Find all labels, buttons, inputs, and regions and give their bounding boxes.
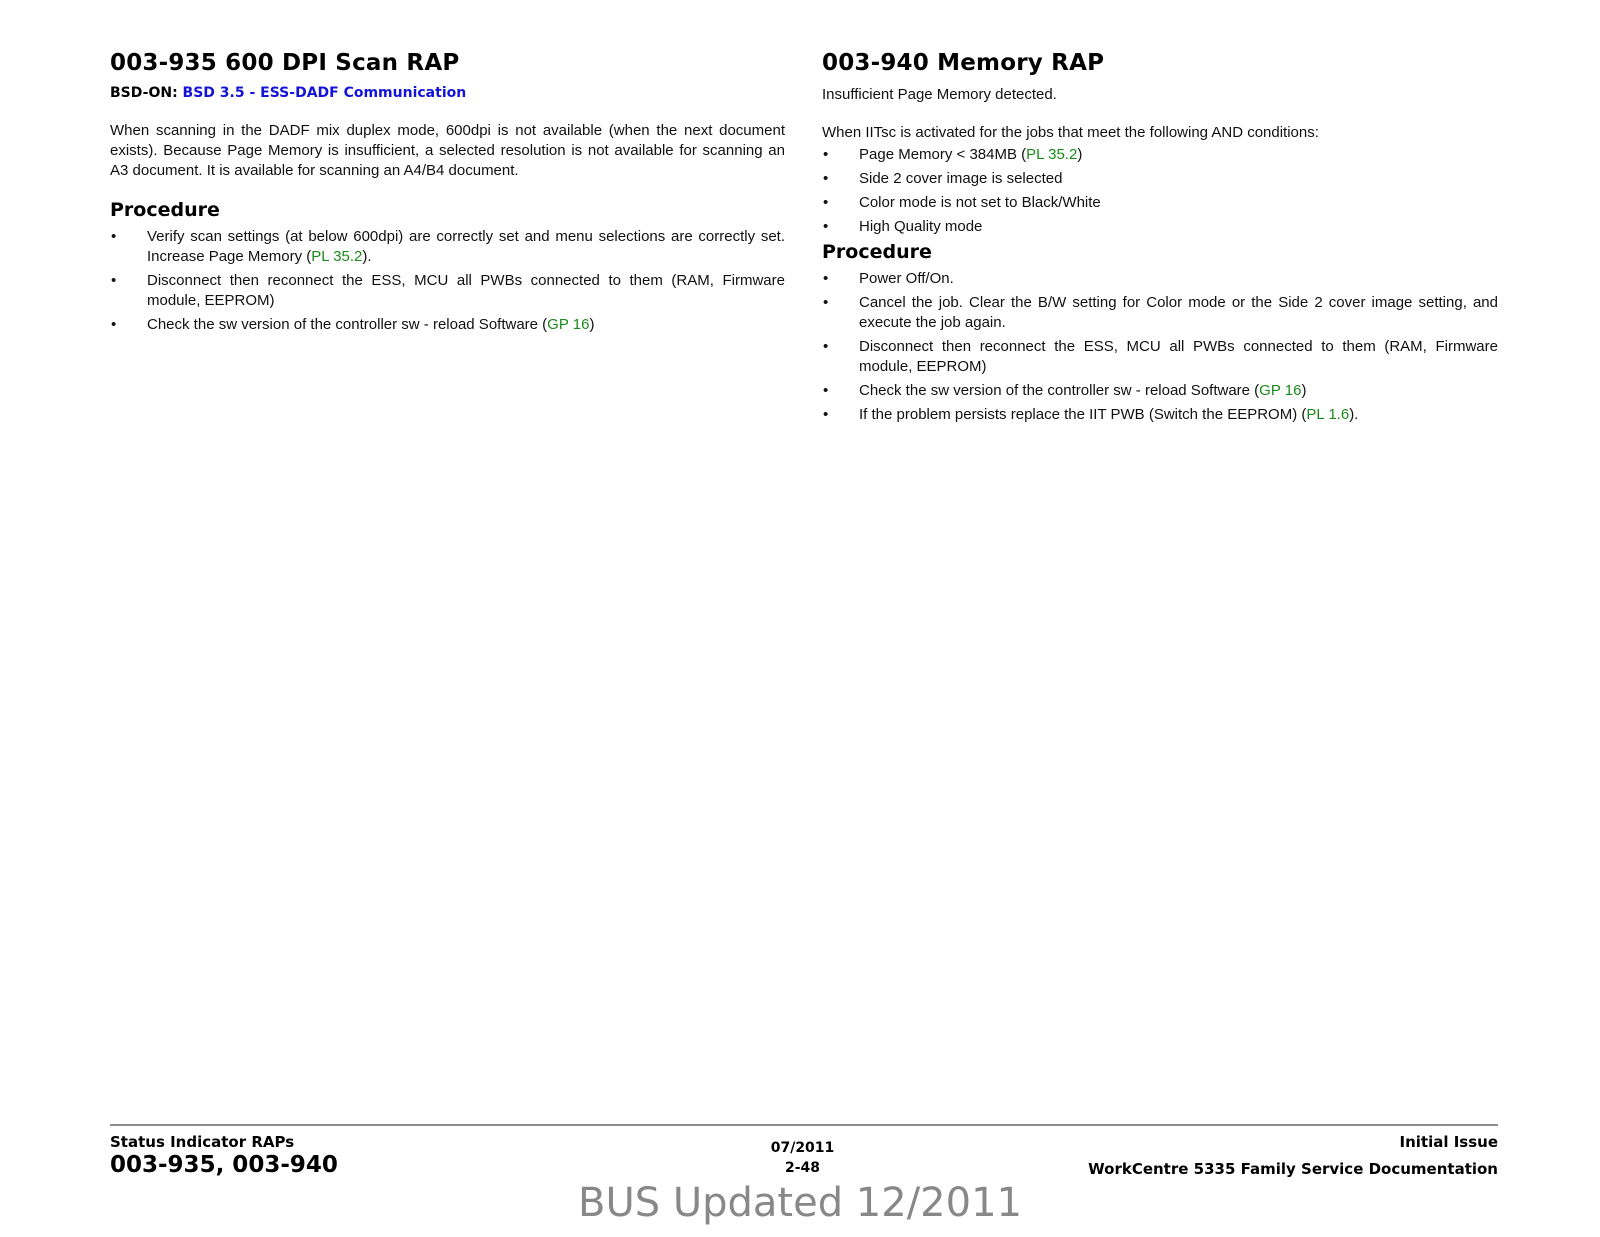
- conditions-lead: When IITsc is activated for the jobs that meet the following AND conditions:: [822, 124, 1319, 141]
- left-column: [110, 50, 785, 339]
- step-text: Check the sw version of the controller sw - reload Software (: [859, 382, 1260, 399]
- ref-link-gp-16[interactable]: GP 16: [1259, 382, 1302, 399]
- footer-page-number: 2-48: [784, 1160, 821, 1176]
- bullet-icon: •: [823, 170, 829, 187]
- condition-text: Page Memory < 384MB (: [859, 146, 1027, 163]
- step-text: Power Off/On.: [859, 270, 954, 287]
- step-suffix: ).: [362, 248, 372, 265]
- bullet-icon: •: [823, 294, 829, 311]
- ref-link-pl-35-2[interactable]: PL 35.2: [311, 248, 363, 265]
- list-item: [822, 381, 1498, 401]
- footer-divider: [110, 1124, 1498, 1126]
- step-text: Disconnect then reconnect the ESS, MCU all PWBs connected to them (RAM, Firmware module, EEPROM): [147, 272, 785, 309]
- list-item: [822, 293, 1498, 333]
- bsd-prefix: BSD-ON:: [110, 85, 183, 101]
- bullet-icon: •: [823, 218, 829, 235]
- rap-title-003-940: 003-940 Memory RAP: [822, 50, 1105, 76]
- step-suffix: ): [1301, 382, 1307, 399]
- ref-link-pl-35-2[interactable]: PL 35.2: [1026, 146, 1078, 163]
- conditions-list: [822, 145, 1498, 237]
- procedure-list-right: [822, 269, 1498, 425]
- step-text: Verify scan settings (at below 600dpi) are correctly set and menu selections are correctly set. Increase Page Memory (: [147, 228, 785, 265]
- footer-rap-codes: 003-935, 003-940: [110, 1152, 338, 1178]
- subtitle: Insufficient Page Memory detected.: [822, 86, 1057, 103]
- procedure-list-left: [110, 227, 785, 335]
- bullet-icon: •: [823, 194, 829, 211]
- update-banner: BUS Updated 12/2011: [578, 1180, 1022, 1226]
- list-item: [822, 169, 1498, 189]
- bullet-icon: •: [111, 228, 117, 245]
- bullet-icon: •: [823, 338, 829, 355]
- step-text: Check the sw version of the controller sw - reload Software (: [147, 316, 548, 333]
- condition-text: High Quality mode: [859, 218, 983, 235]
- condition-text: Side 2 cover image is selected: [859, 170, 1063, 187]
- procedure-heading-left: Procedure: [110, 199, 220, 221]
- footer-date: 07/2011: [770, 1140, 835, 1156]
- step-text: Disconnect then reconnect the ESS, MCU all PWBs connected to them (RAM, Firmware module, EEPROM): [859, 338, 1498, 375]
- list-item: [110, 227, 785, 267]
- bullet-icon: •: [823, 406, 829, 423]
- step-suffix: ): [589, 316, 595, 333]
- list-item: [822, 217, 1498, 237]
- condition-suffix: ): [1077, 146, 1083, 163]
- step-text: If the problem persists replace the IIT PWB (Switch the EEPROM) (: [859, 406, 1307, 423]
- footer-issue: Initial Issue: [1399, 1133, 1498, 1151]
- list-item: [822, 405, 1498, 425]
- bullet-icon: •: [823, 146, 829, 163]
- list-item: [822, 193, 1498, 213]
- list-item: [822, 269, 1498, 289]
- step-suffix: ).: [1349, 406, 1359, 423]
- footer-document-title: WorkCentre 5335 Family Service Documentation: [1088, 1160, 1498, 1178]
- bullet-icon: •: [823, 382, 829, 399]
- condition-text: Color mode is not set to Black/White: [859, 194, 1101, 211]
- bsd-line: [110, 85, 785, 101]
- ref-link-pl-1-6[interactable]: PL 1.6: [1306, 406, 1350, 423]
- ref-link-gp-16[interactable]: GP 16: [547, 316, 590, 333]
- rap-title-003-935: 003-935 600 DPI Scan RAP: [110, 50, 460, 76]
- intro-paragraph: When scanning in the DADF mix duplex mode, 600dpi is not available (when the next document exists). Because Page Memory is insufficient, a selected resolution is not available for scanning an A3 document. It is available for scanning an A4/B4 document.: [110, 122, 785, 179]
- right-column: [822, 50, 1498, 429]
- list-item: [822, 337, 1498, 377]
- bsd-link[interactable]: BSD 3.5 - ESS-DADF Communication: [182, 85, 467, 101]
- list-item: [110, 315, 785, 335]
- procedure-heading-right: Procedure: [822, 241, 932, 263]
- list-item: [110, 271, 785, 311]
- bullet-icon: •: [111, 316, 117, 333]
- list-item: [822, 145, 1498, 165]
- footer-section-title: Status Indicator RAPs: [110, 1133, 295, 1151]
- bullet-icon: •: [823, 270, 829, 287]
- bullet-icon: •: [111, 272, 117, 289]
- step-text: Cancel the job. Clear the B/W setting for Color mode or the Side 2 cover image setting, and execute the job again.: [859, 294, 1498, 331]
